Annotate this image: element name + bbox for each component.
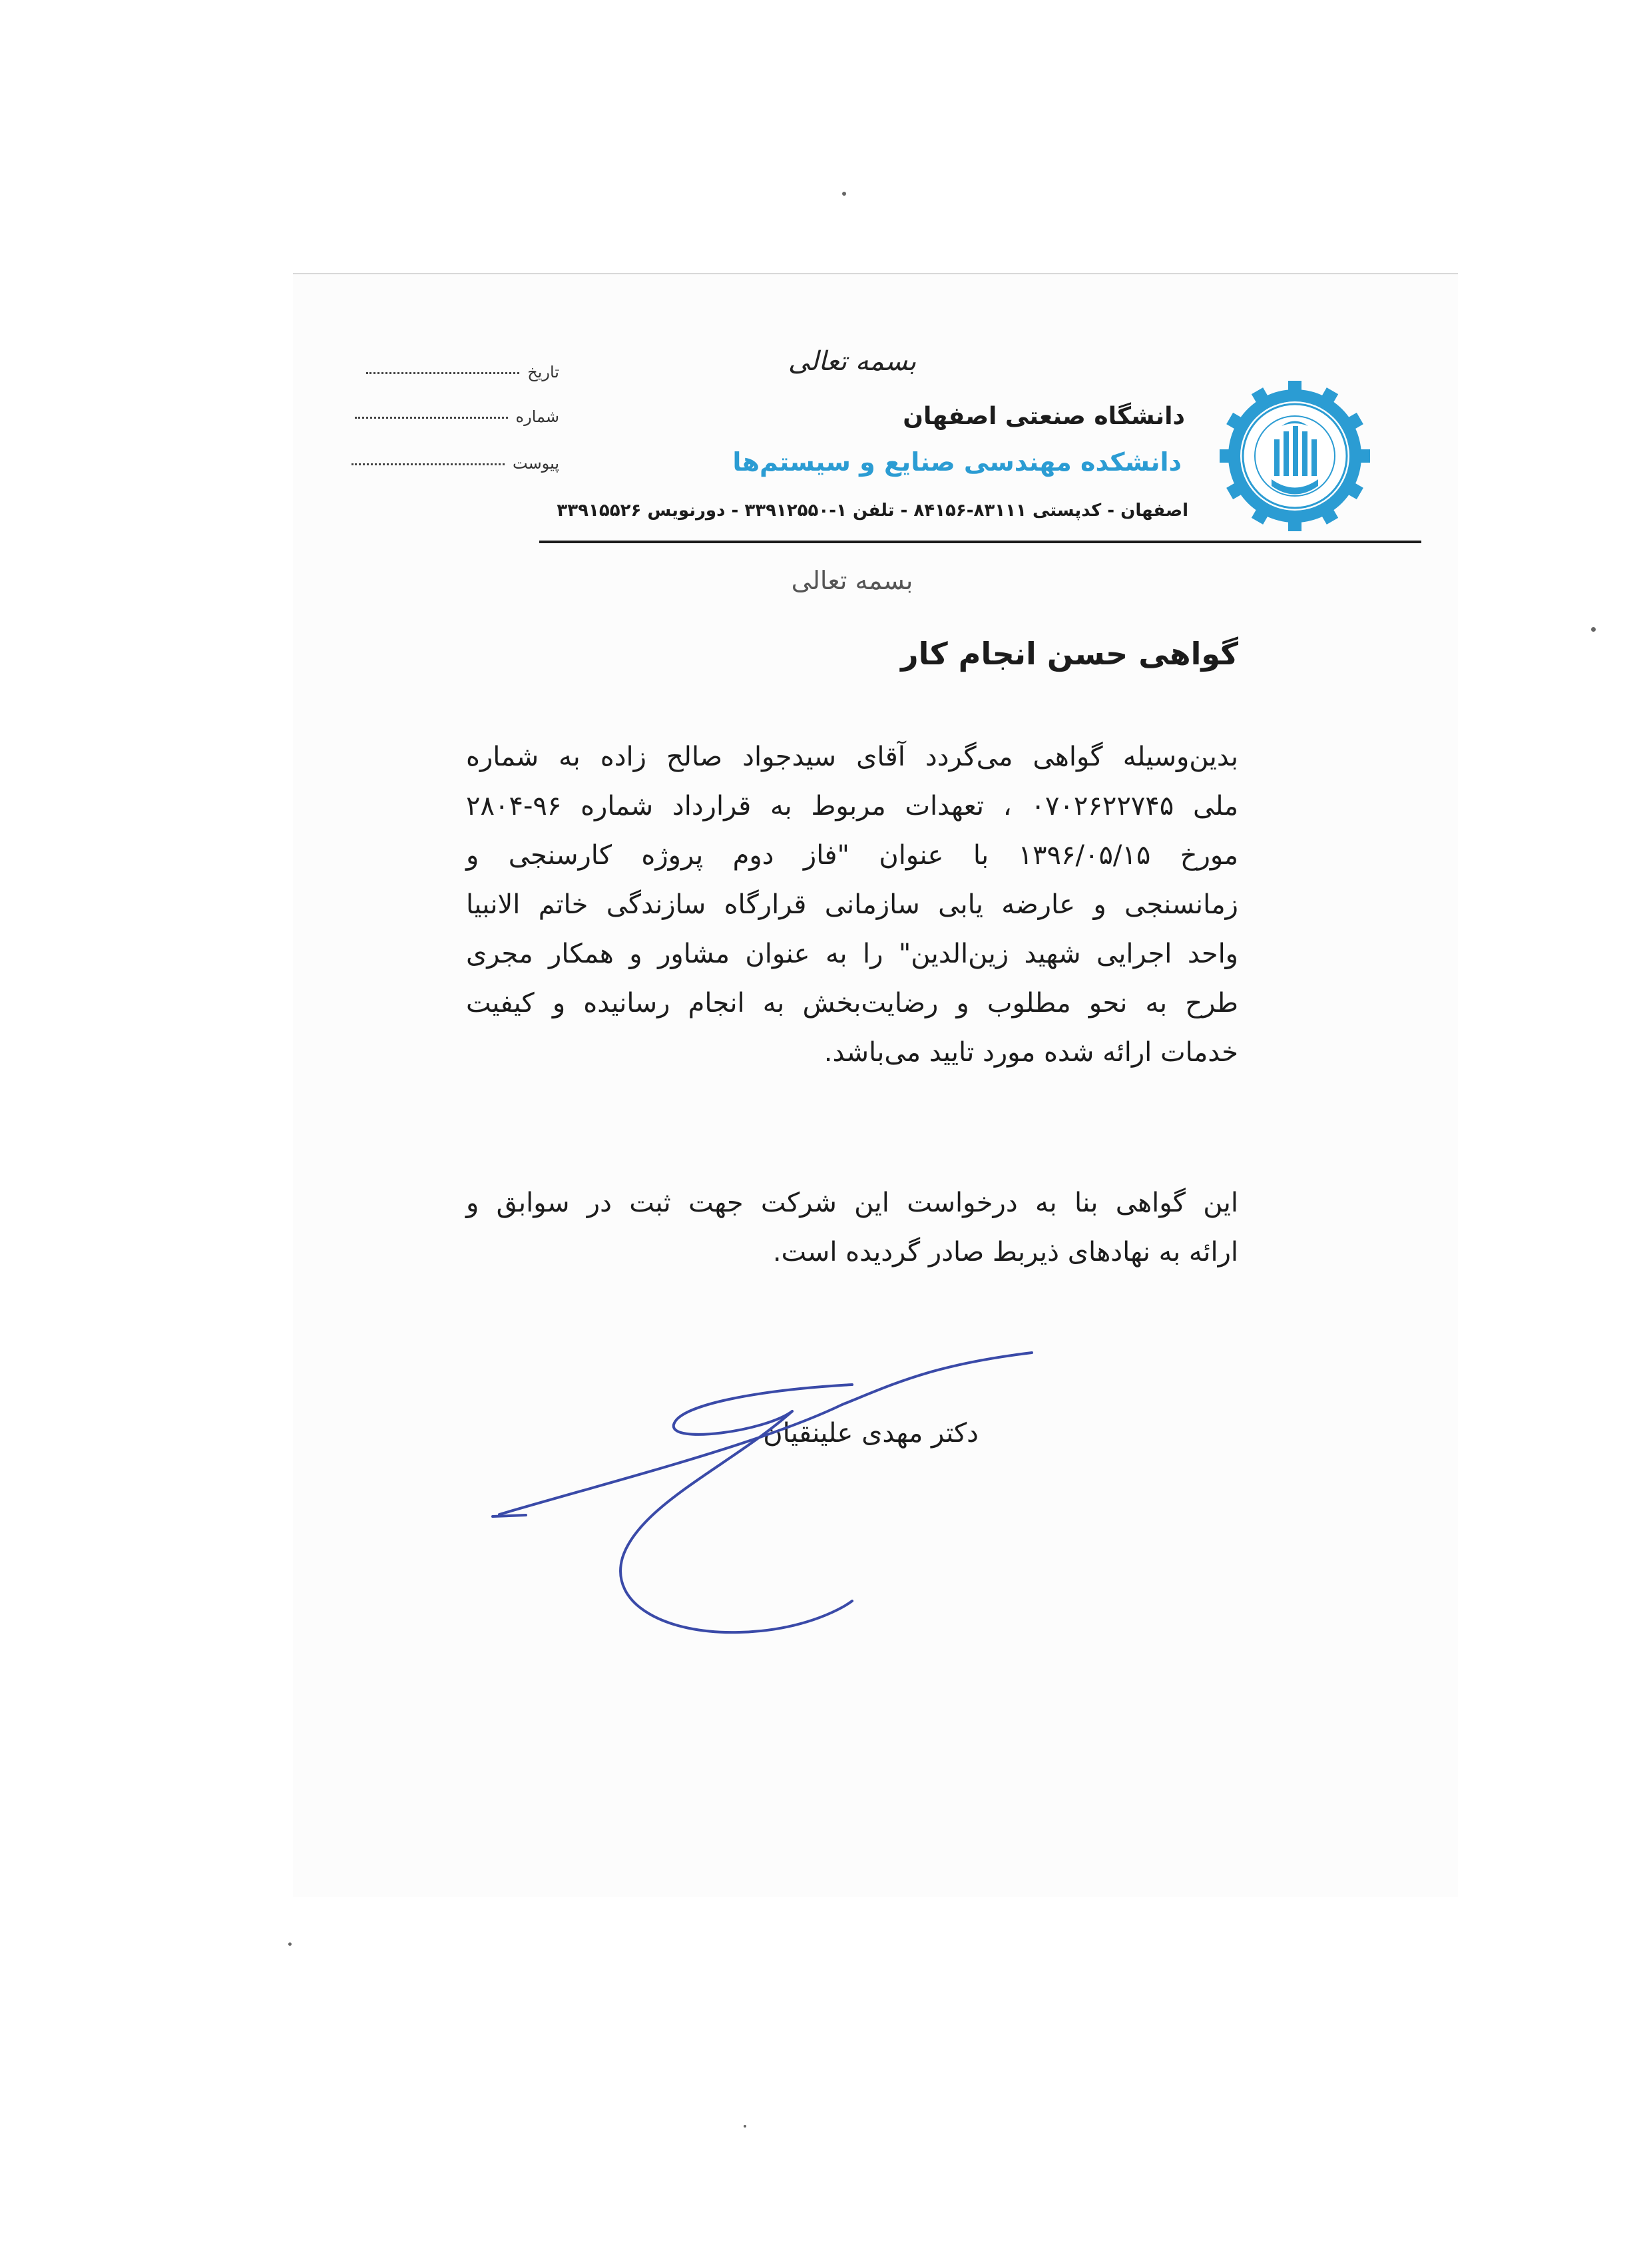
signer-name: دکتر مهدی علینقیان: [763, 1418, 979, 1449]
scan-speck: [842, 192, 846, 196]
paragraph-line: خدمات ارائه شده مورد تایید می‌باشد.: [824, 1037, 1238, 1068]
letter-paragraph-1: [466, 732, 1238, 1077]
paragraph-line: طرح به نحو مطلوب و رضایت‌بخش به انجام رسانیده و کیفیت: [466, 988, 1238, 1019]
header-bismillah: بسمه تعالی: [788, 346, 917, 377]
paragraph-line: بدین‌وسیله گواهی می‌گردد آقای سیدجواد صالح زاده به شماره: [466, 742, 1238, 772]
letter-bismillah: بسمه تعالی: [791, 566, 913, 595]
date-field: [366, 363, 559, 381]
scan-speck: [1591, 627, 1596, 632]
contact-address: اصفهان - کدپستی ۸۳۱۱۱-۸۴۱۵۶ - تلفن ۱-۳۳۹۱۲۵۵۰ - دورنویس ۳۳۹۱۵۵۲۶: [557, 501, 1188, 521]
signature-mark: [479, 1331, 1065, 1644]
number-label: شماره: [515, 407, 559, 426]
attachment-label: پیوست: [513, 454, 559, 473]
university-logo-icon: [1218, 379, 1371, 533]
attachment-field: [352, 454, 559, 473]
paragraph-line: زمانسنجی و عارضه یابی سازمانی قرارگاه سازندگی خاتم الانبیا: [466, 889, 1238, 920]
faculty-name: دانشکده مهندسی صنایع و سیستم‌ها: [732, 447, 1182, 477]
date-label: تاریخ: [527, 363, 559, 381]
header-divider: [539, 541, 1421, 543]
letter-title: گواهی حسن انجام کار: [901, 636, 1238, 672]
paragraph-line: واحد اجرایی شهید زین‌الدین" را به عنوان مشاور و همکار مجری: [466, 939, 1238, 969]
scan-speck: [744, 2125, 746, 2128]
sheet-top-edge: [293, 273, 1458, 274]
number-blank: [355, 417, 508, 419]
paragraph-line: ملی ۰۷۰۲۶۲۲۷۴۵ ، تعهدات مربوط به قرارداد شماره ۹۶-۲۸۰۴: [466, 791, 1238, 821]
paragraph-line: مورخ ۱۳۹۶/۰۵/۱۵ با عنوان "فاز دوم پروژه کارسنجی و: [466, 840, 1239, 871]
scan-speck: [288, 1942, 292, 1946]
paragraph-line: این گواهی بنا به درخواست این شرکت جهت ثبت در سوابق و: [466, 1188, 1238, 1218]
date-blank: [366, 372, 519, 374]
number-field: [355, 407, 559, 426]
letter-paragraph-2: [466, 1178, 1238, 1277]
university-name: دانشگاه صنعتی اصفهان: [903, 403, 1185, 430]
paragraph-line: ارائه به نهادهای ذیربط صادر گردیده است.: [772, 1237, 1238, 1267]
attachment-blank: [352, 463, 505, 465]
